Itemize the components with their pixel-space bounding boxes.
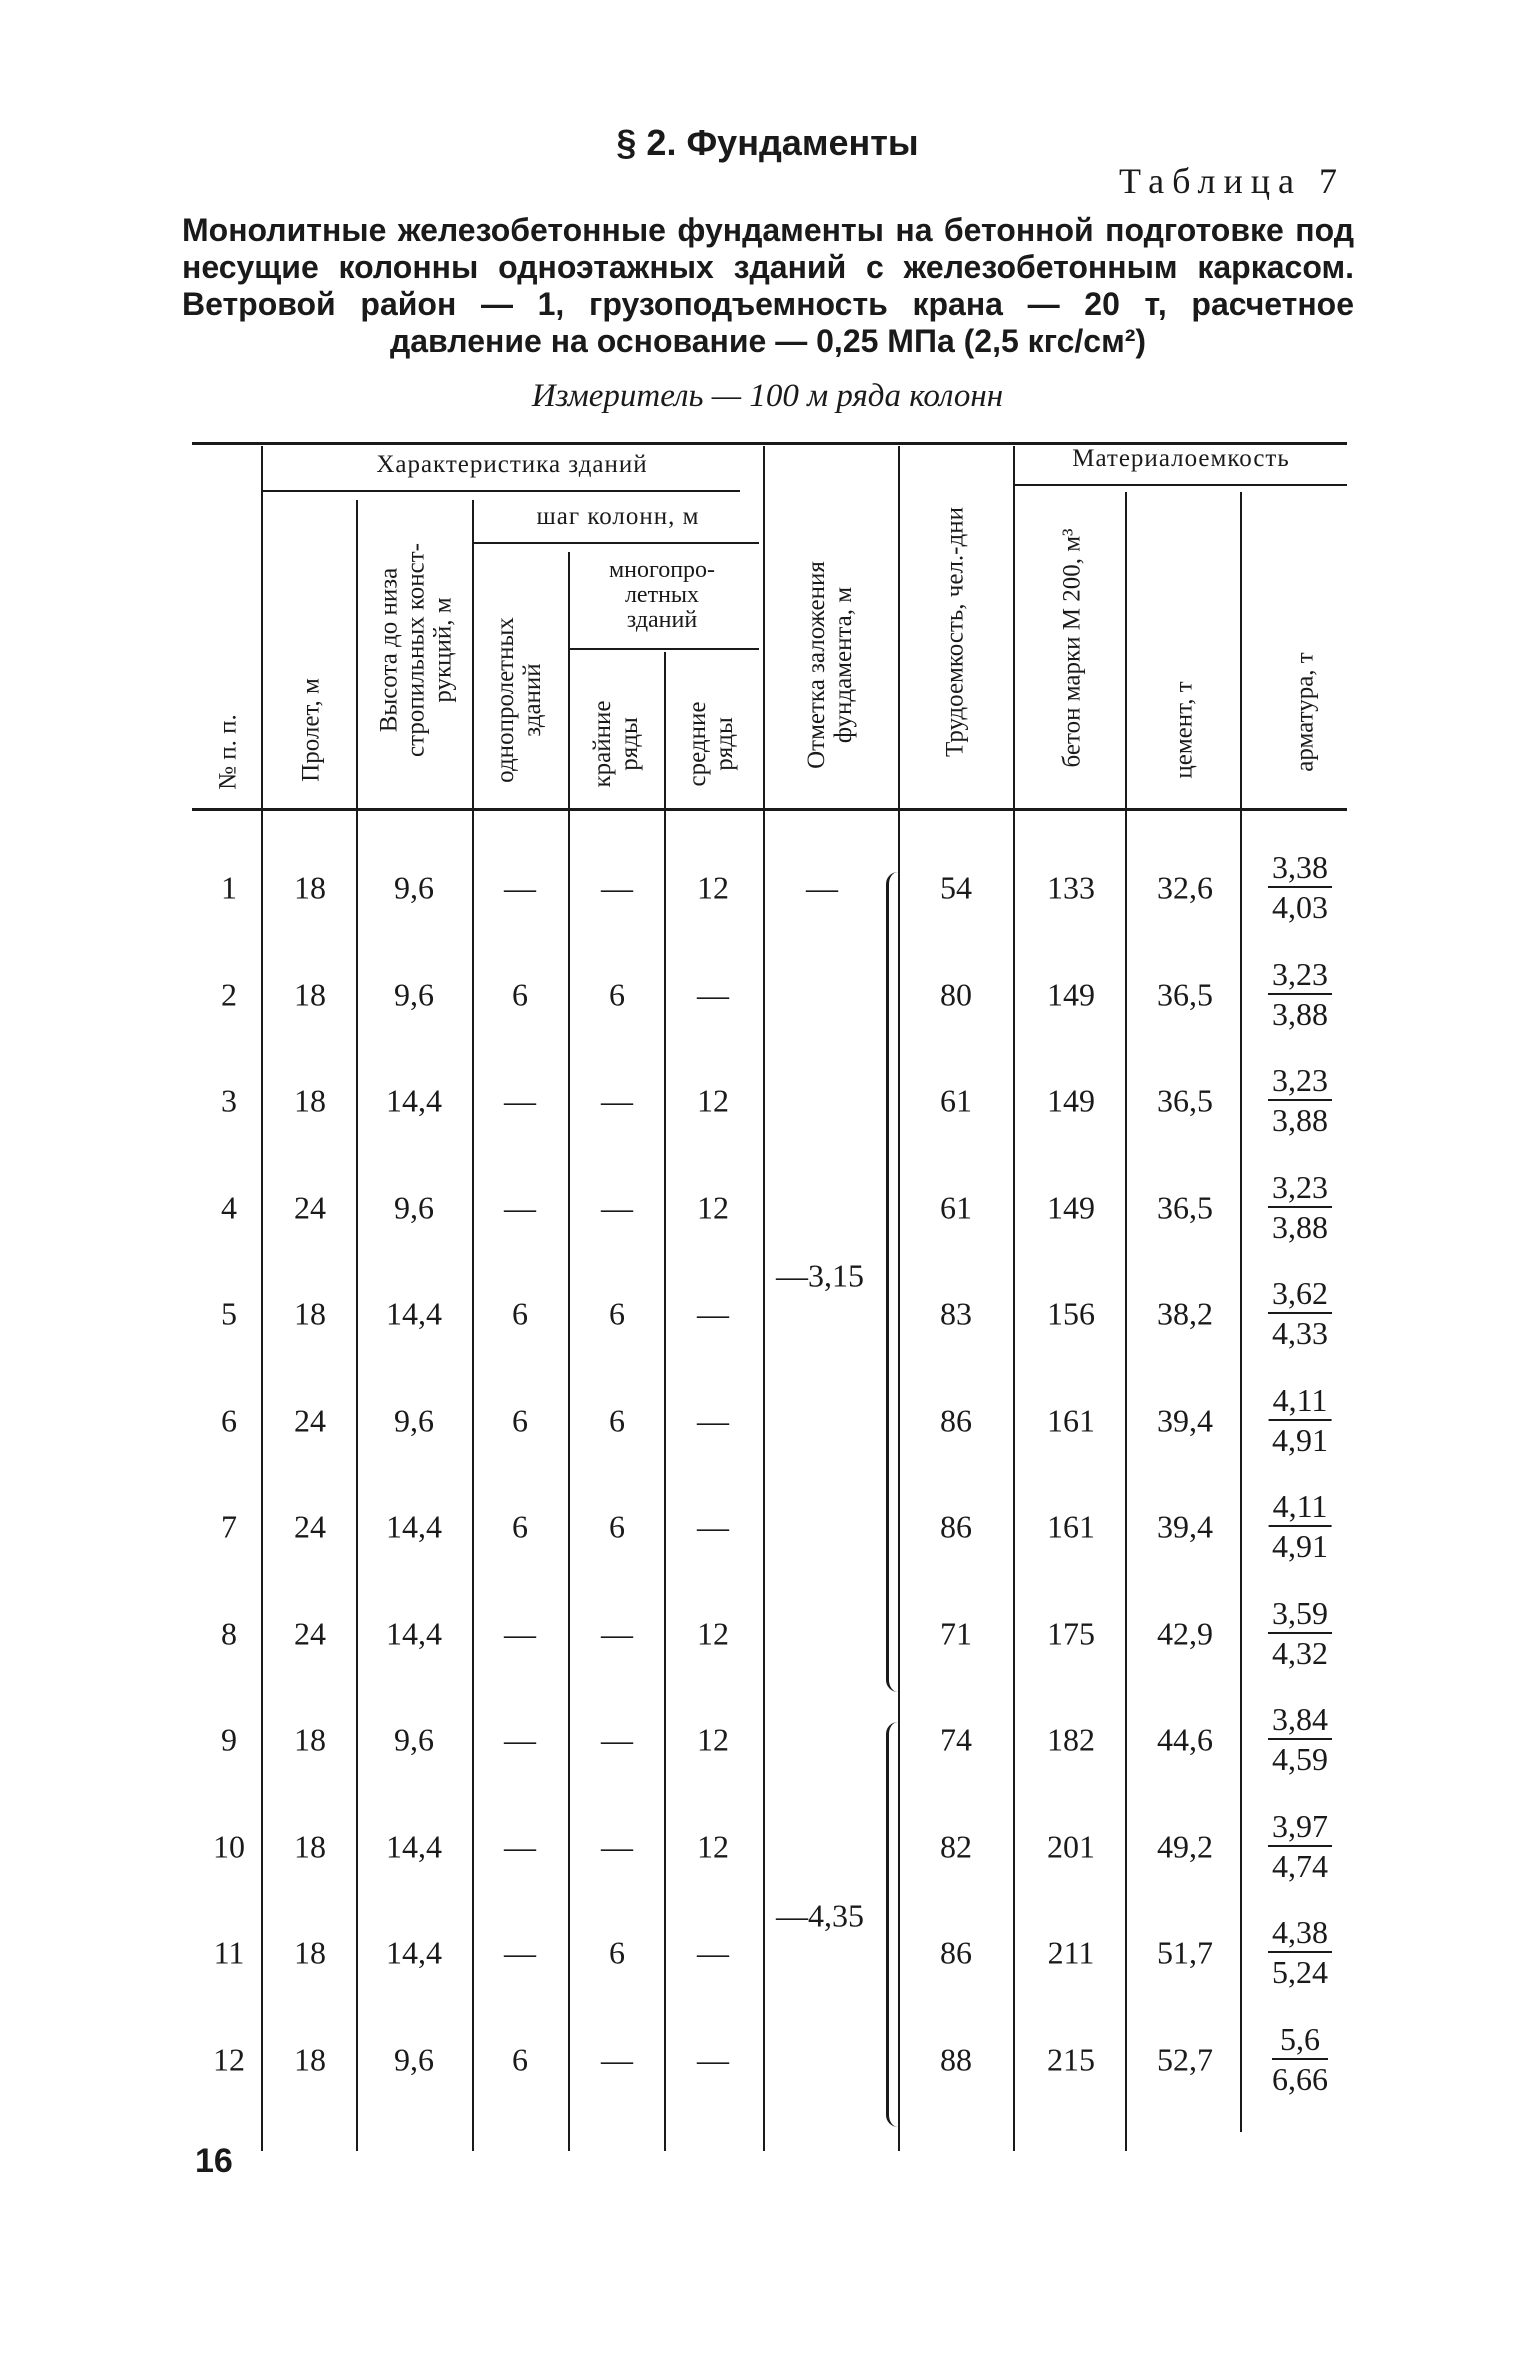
rebar-top-value: 5,6: [1272, 2022, 1328, 2060]
height-header-text: Высота до низа стропильных конст-рукций, м: [375, 543, 457, 757]
materials-subrule: [1015, 484, 1347, 486]
rebar-bottom-value: 3,88: [1272, 995, 1328, 1032]
rebar-bottom-value: 3,88: [1272, 1208, 1328, 1245]
middle-rows-cell: 12: [697, 1082, 729, 1119]
concrete-cell: 149: [1047, 976, 1095, 1012]
multispan-header: многопро-летных зданий: [608, 557, 716, 633]
outer-rows-cell: —: [601, 1082, 633, 1119]
span-cell: 24: [294, 1402, 326, 1438]
rebar-top-value: 3,62: [1268, 1276, 1332, 1314]
rebar-cell: [1268, 1170, 1332, 1244]
single-span-cell: —: [504, 869, 536, 906]
cement-cell: 42,9: [1157, 1615, 1213, 1651]
rebar-bottom-value: 4,91: [1272, 1421, 1328, 1458]
span-cell: 18: [294, 1082, 326, 1119]
labor-cell: 86: [940, 1508, 972, 1545]
span-cell: 18: [294, 869, 326, 906]
concrete-cell: 156: [1047, 1295, 1095, 1332]
cement-cell: 38,2: [1157, 1295, 1213, 1332]
middle-rows-cell: 12: [697, 1828, 729, 1864]
labor-cell: 88: [940, 2041, 972, 2077]
depth-header-text: Отметка заложения фундамента, м: [803, 561, 857, 769]
middle-rows-cell: —: [697, 976, 729, 1012]
row-number: 7: [221, 1508, 237, 1545]
concrete-cell: 161: [1047, 1508, 1095, 1545]
middle-rows-cell: —: [697, 1508, 729, 1545]
step-header: шаг колонн, м: [536, 503, 700, 530]
rebar-cell: [1269, 1489, 1332, 1563]
single-span-cell: 6: [512, 1508, 528, 1545]
rebar-header: арматура, т: [1291, 652, 1319, 772]
middle-rows-cell: —: [697, 1934, 729, 1971]
characteristics-header: Характеристика зданий: [376, 451, 648, 478]
cement-cell: 36,5: [1157, 976, 1213, 1012]
rebar-cell: [1268, 957, 1332, 1031]
rebar-top-value: 3,97: [1268, 1809, 1332, 1847]
rebar-cell: [1268, 1596, 1332, 1670]
labor-cell: 71: [940, 1615, 972, 1651]
materials-header: Материалоемкость: [1072, 445, 1290, 472]
rebar-top-value: 4,11: [1269, 1383, 1332, 1421]
single-span-cell: 6: [512, 976, 528, 1012]
rebar-cell: [1272, 2022, 1328, 2096]
rebar-top-value: 3,59: [1268, 1596, 1332, 1634]
labor-cell: 83: [940, 1295, 972, 1332]
concrete-cell: 201: [1047, 1828, 1095, 1864]
section-title: § 2. Фундаменты: [616, 122, 919, 163]
span-cell: 18: [294, 1828, 326, 1864]
labor-cell: 61: [940, 1189, 972, 1225]
height-cell: 9,6: [394, 869, 434, 906]
rebar-bottom-value: 4,03: [1272, 889, 1328, 925]
row-number: 10: [213, 1828, 245, 1864]
span-cell: 24: [294, 1508, 326, 1545]
col-divider-1: [261, 446, 263, 2151]
single-span-cell: 6: [512, 2041, 528, 2077]
rebar-top-value: 3,23: [1268, 1063, 1332, 1101]
cement-header: цемент, т: [1170, 681, 1198, 779]
height-cell: 14,4: [386, 1508, 442, 1545]
cement-cell: 51,7: [1157, 1934, 1213, 1971]
num-header: № п. п.: [214, 714, 242, 790]
rebar-bottom-value: 4,91: [1272, 1528, 1328, 1564]
col-divider-4: [568, 552, 570, 2151]
table-label: Таблица 7: [1119, 161, 1345, 201]
cement-cell: 36,5: [1157, 1082, 1213, 1119]
single-span-cell: 6: [512, 1402, 528, 1438]
rebar-cell: [1268, 1063, 1332, 1137]
rebar-top-value: 3,38: [1268, 850, 1332, 888]
middle-rows-cell: 12: [697, 1615, 729, 1651]
single-span-cell: 6: [512, 1295, 528, 1332]
characteristics-subrule: [262, 490, 740, 492]
span-cell: 18: [294, 976, 326, 1012]
rebar-top-value: 3,23: [1268, 1170, 1332, 1208]
rebar-cell: [1268, 1809, 1332, 1883]
col-divider-9: [1125, 492, 1127, 2151]
span-header: Пролет, м: [297, 678, 325, 782]
cement-cell: 36,5: [1157, 1189, 1213, 1225]
table-header-bottom-rule: [192, 808, 1347, 811]
span-cell: 24: [294, 1615, 326, 1651]
height-cell: 9,6: [394, 1721, 434, 1758]
middle-rows-cell: 12: [697, 1721, 729, 1758]
rebar-bottom-value: 4,33: [1272, 1315, 1328, 1351]
page-number: 16: [195, 2142, 233, 2180]
depth-group2-value: —4,35: [776, 1897, 864, 1934]
height-header: [376, 510, 457, 790]
cement-cell: 39,4: [1157, 1508, 1213, 1545]
labor-cell: 80: [940, 976, 972, 1012]
rebar-cell: [1268, 1915, 1332, 1989]
labor-cell: 74: [940, 1721, 972, 1758]
row-number: 3: [221, 1082, 237, 1119]
outer-rows-cell: —: [601, 1828, 633, 1864]
outer-rows-cell: —: [601, 1189, 633, 1225]
rebar-bottom-value: 6,66: [1272, 2060, 1328, 2097]
col-divider-6: [763, 446, 765, 2151]
height-cell: 9,6: [394, 1189, 434, 1225]
span-cell: 18: [294, 1295, 326, 1332]
cement-cell: 52,7: [1157, 2041, 1213, 2077]
row-number: 11: [213, 1934, 245, 1971]
outer-rows-cell: —: [601, 869, 633, 906]
single-span-cell: —: [504, 1082, 536, 1119]
row-number: 6: [221, 1402, 237, 1438]
middle-rows-cell: —: [697, 1295, 729, 1332]
rebar-bottom-value: 3,88: [1272, 1102, 1328, 1138]
height-cell: 9,6: [394, 976, 434, 1012]
cement-cell: 32,6: [1157, 869, 1213, 906]
height-cell: 14,4: [386, 1082, 442, 1119]
rebar-top-value: 3,84: [1268, 1702, 1332, 1740]
row-number: 2: [221, 976, 237, 1012]
concrete-cell: 133: [1047, 869, 1095, 906]
single-span-cell: —: [504, 1828, 536, 1864]
measure-unit: Измеритель — 100 м ряда колонн: [531, 378, 1004, 414]
row-number: 8: [221, 1615, 237, 1651]
rebar-top-value: 4,11: [1269, 1489, 1332, 1527]
col-divider-3: [472, 500, 474, 2151]
span-cell: 18: [294, 2041, 326, 2077]
height-cell: 9,6: [394, 1402, 434, 1438]
row-number: 4: [221, 1189, 237, 1225]
rebar-cell: [1268, 1276, 1332, 1350]
outer-rows-header-text: крайние ряды: [589, 700, 643, 788]
span-cell: 24: [294, 1189, 326, 1225]
concrete-cell: 175: [1047, 1615, 1095, 1651]
labor-cell: 86: [940, 1402, 972, 1438]
outer-rows-cell: —: [601, 2041, 633, 2077]
row-number: 12: [213, 2041, 245, 2077]
height-cell: 14,4: [386, 1828, 442, 1864]
single-span-cell: —: [504, 1615, 536, 1651]
labor-cell: 61: [940, 1082, 972, 1119]
depth-bracket-2: [886, 1722, 901, 2127]
cement-cell: 39,4: [1157, 1402, 1213, 1438]
concrete-cell: 149: [1047, 1189, 1095, 1225]
rebar-cell: [1269, 1383, 1332, 1457]
outer-rows-cell: 6: [609, 1295, 625, 1332]
outer-rows-cell: 6: [609, 1934, 625, 1971]
col-divider-2: [356, 500, 358, 2151]
row-number: 9: [221, 1721, 237, 1758]
rebar-bottom-value: 4,32: [1272, 1634, 1328, 1671]
middle-rows-cell: —: [697, 1402, 729, 1438]
concrete-cell: 182: [1047, 1721, 1095, 1758]
middle-rows-cell: —: [697, 2041, 729, 2077]
single-span-cell: —: [504, 1934, 536, 1971]
multispan-subrule: [569, 648, 759, 650]
concrete-cell: 149: [1047, 1082, 1095, 1119]
single-span-cell: —: [504, 1721, 536, 1758]
rebar-bottom-value: 5,24: [1272, 1954, 1328, 1990]
cement-cell: 49,2: [1157, 1828, 1213, 1864]
step-subrule: [473, 542, 759, 544]
outer-rows-cell: 6: [609, 1508, 625, 1545]
height-cell: 9,6: [394, 2041, 434, 2077]
col-divider-10: [1240, 492, 1242, 2132]
outer-rows-cell: 6: [609, 1402, 625, 1438]
middle-rows-header-text: средние ряды: [684, 701, 738, 787]
single-span-header-text: однопролетных зданий: [492, 617, 546, 783]
cement-cell: 44,6: [1157, 1721, 1213, 1758]
depth-header: [803, 510, 857, 820]
span-cell: 18: [294, 1934, 326, 1971]
rebar-top-value: 4,38: [1268, 1915, 1332, 1953]
outer-rows-cell: —: [601, 1615, 633, 1651]
col-divider-5: [664, 652, 666, 2151]
height-cell: 14,4: [386, 1615, 442, 1651]
rebar-cell: [1268, 850, 1332, 924]
depth-group1-value: —3,15: [776, 1257, 864, 1294]
labor-header: Трудоемкость, чел.-дни: [941, 507, 969, 757]
rebar-bottom-value: 4,59: [1272, 1741, 1328, 1777]
labor-cell: 82: [940, 1828, 972, 1864]
labor-cell: 86: [940, 1934, 972, 1971]
concrete-header: бетон марки М 200, м³: [1058, 528, 1086, 768]
labor-cell: 54: [940, 869, 972, 906]
single-span-cell: —: [504, 1189, 536, 1225]
table-caption: Монолитные железобетонные фундаменты на бетонной подготовке под несущие колонны одноэтажных зданий с железобетонным каркасом. Ветровой район — 1, грузоподъемность крана — 20 т, расчетное давление на основание — 0,25 МПа (2,5 кгс/см²): [182, 212, 1354, 359]
concrete-cell: 211: [1047, 1934, 1095, 1971]
height-cell: 14,4: [386, 1934, 442, 1971]
rebar-bottom-value: 4,74: [1272, 1847, 1328, 1884]
outer-rows-cell: —: [601, 1721, 633, 1758]
concrete-cell: 215: [1047, 2041, 1095, 2077]
outer-rows-cell: 6: [609, 976, 625, 1012]
rebar-cell: [1268, 1702, 1332, 1776]
row-number: 5: [221, 1295, 237, 1332]
single-span-header: [492, 610, 546, 790]
middle-rows-cell: 12: [697, 869, 729, 906]
rebar-top-value: 3,23: [1268, 957, 1332, 995]
concrete-cell: 161: [1047, 1402, 1095, 1438]
row-number: 1: [221, 869, 237, 906]
height-cell: 14,4: [386, 1295, 442, 1332]
outer-rows-header: [589, 689, 643, 799]
depth-row1-value: —: [806, 869, 838, 906]
depth-bracket-1: [886, 872, 901, 1692]
middle-rows-cell: 12: [697, 1189, 729, 1225]
middle-rows-header: [684, 689, 738, 799]
col-divider-8: [1013, 446, 1015, 2151]
span-cell: 18: [294, 1721, 326, 1758]
